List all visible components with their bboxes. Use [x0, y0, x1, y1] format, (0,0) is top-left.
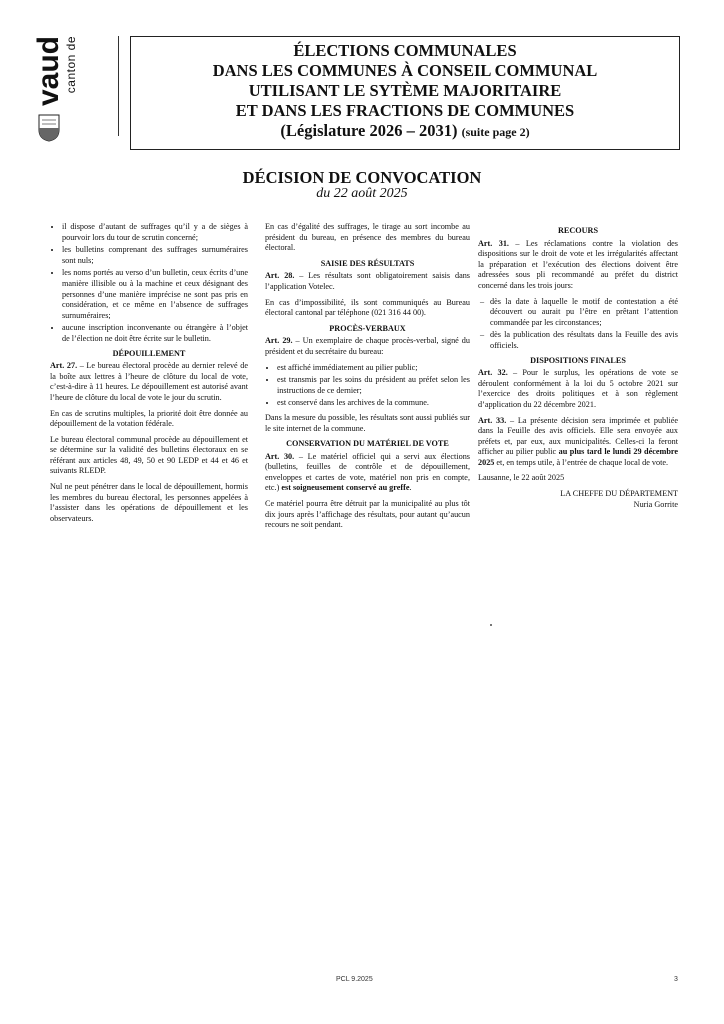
decision-date: du 22 août 2025 [316, 186, 408, 201]
column-1 [50, 222, 248, 529]
paragraph: Ce matériel pourra être détruit par la municipalité au plus tôt dix jours après l’affichage des résultats, pour autant qu’aucun recours ne soit pendant. [265, 499, 470, 530]
list-item: • est affiché immédiatement au pilier public; [277, 363, 470, 374]
article-33: Art. 33. – La présente décision sera imprimée et publiée dans la Feuille des avis officiels. Elle sera envoyée aux préfets et, par eux, aux municipalités. Celles-ci la feront afficher au pilier public au plus tard le lundi 29 décembre 2025 et, en temps utile, à l’entrée de chaque local de vote. [478, 415, 678, 467]
paragraph: Nul ne peut pénétrer dans le local de dépouillement, hormis les membres du bureau électoral, les personnes appelées à l’assister dans les opérations de dépouillement et les observateurs. [50, 482, 248, 523]
bullet-list [50, 222, 248, 345]
list-item: – dès la date à laquelle le motif de contestation a été découvert ou aurait pu l’être en prêtant l’attention commandée par les circonstances; [490, 297, 678, 329]
section-heading: DÉPOUILLEMENT [112, 348, 186, 358]
paragraph: En cas de scrutins multiples, la priorité doit être donnée au dépouillement de la votation fédérale. [50, 408, 248, 429]
page-number: 3 [674, 976, 678, 983]
paragraph: Le bureau électoral communal procède au dépouillement et se détermine sur la validité des bulletins électoraux en se référant aux articles 48, 49, 50 et 90 LEDP et 44 et 46 et suivants RLEDP. [50, 434, 248, 476]
logo-canton-text: canton de [64, 36, 78, 94]
article-29: Art. 29. – Un exemplaire de chaque procès-verbal, signé du président et du secrétaire du bureau: [265, 336, 470, 356]
scan-speck [490, 624, 492, 626]
header-line-5: (Législature 2026 – 2031) (suite page 2) [280, 121, 530, 140]
section-heading: SAISIE DES RÉSULTATS [320, 258, 415, 268]
dash-list [478, 297, 678, 352]
bullet-list [265, 363, 470, 409]
header-line-1: ÉLECTIONS COMMUNALES [293, 41, 517, 60]
canton-vaud-logo [34, 36, 94, 146]
article-31: Art. 31. – Les réclamations contre la violation des dispositions sur le droit de vote et les irrégularités affectant la préparation et l’exécution des élections doivent être adressées sous pli recommandé au préfet du district concerné dans les trois jours: [478, 238, 678, 290]
list-item: • est transmis par les soins du président au préfet selon les instructions de ce dernier; [277, 375, 470, 396]
paragraph: Dans la mesure du possible, les résultats sont aussi publiés sur le site internet de la commune. [265, 412, 470, 433]
list-item: • les noms portés au verso d’un bulletin, ceux écrits d’une manière illisible ou à la machine et ceux désignant des personnes d’une manière imprécise ne sont pas pris en considération, et ce même en l’absence de suffrages surnuméraires; [62, 268, 248, 321]
article-30: Art. 30. – Le matériel officiel qui a servi aux élections (bulletins, feuilles de contrôle et de dépouillement, enveloppes et cartes de vote, matériel non pris en compte, etc.) est soigneusement conservé au greffe. [265, 451, 470, 493]
footer-code: PCL 9.2025 [336, 976, 373, 983]
header-line-4: ET DANS LES FRACTIONS DE COMMUNES [235, 101, 575, 120]
header-continuation: (suite page 2) [461, 125, 530, 139]
paragraph: En cas d’impossibilité, ils sont communiqués au Bureau électoral cantonal par téléphone (021 316 44 00). [265, 297, 470, 318]
place-date: Lausanne, le 22 août 2025 [478, 473, 565, 483]
section-heading: PROCÈS-VERBAUX [329, 323, 406, 333]
article-32: Art. 32. – Pour le surplus, les opérations de vote se déroulent conformément à la loi du 5 octobre 2021 sur l’exercice des droits politiques et à son règlement d’application du 22 décembre 2021. [478, 368, 678, 409]
signature-name: Nuria Gorrite [633, 499, 678, 509]
vaud-shield-icon [38, 114, 60, 142]
signature-title: LA CHEFFE DU DÉPARTEMENT [560, 489, 678, 499]
column-3 [478, 222, 678, 515]
decision-title: DÉCISION DE CONVOCATION [242, 168, 482, 187]
header-line-2: DANS LES COMMUNES À CONSEIL COMMUNAL [212, 61, 598, 80]
list-item: • aucune inscription inconvenante ou étrangère à l’objet de l’élection ne doit être écrite sur le bulletin. [62, 323, 248, 344]
header-title-box [130, 36, 680, 150]
section-heading: DISPOSITIONS FINALES [530, 355, 626, 365]
article-28: Art. 28. – Les résultats sont obligatoirement saisis dans l’application Votelec. [265, 271, 470, 291]
column-2 [265, 222, 470, 536]
section-heading: RECOURS [557, 226, 599, 235]
header-line-3: UTILISANT LE SYTÈME MAJORITAIRE [248, 81, 562, 100]
article-27: Art. 27. – Le bureau électoral procède au dernier relevé de la boîte aux lettres à l’heure de clôture du local de vote, c’est-à-dire à 11 heures. Le dépouillement est autorisé avant l’heure de clôture du local de vote le jour du scrutin. [50, 361, 248, 402]
list-item: • est conservé dans les archives de la commune. [277, 398, 470, 409]
list-item: • les bulletins comprenant des suffrages surnuméraires sont nuls; [62, 245, 248, 266]
section-heading: CONSERVATION DU MATÉRIEL DE VOTE [286, 439, 449, 449]
paragraph: En cas d’égalité des suffrages, le tirage au sort incombe au président du bureau, en présence des membres du bureau électoral. [265, 222, 470, 253]
logo-vaud-text: vaud [32, 36, 65, 107]
header-divider [118, 36, 119, 136]
list-item: • il dispose d’autant de suffrages qu’il y a de sièges à pourvoir lors du tour de scrutin concerné; [62, 222, 248, 243]
list-item: – dès la publication des résultats dans la Feuille des avis officiels. [490, 330, 678, 351]
